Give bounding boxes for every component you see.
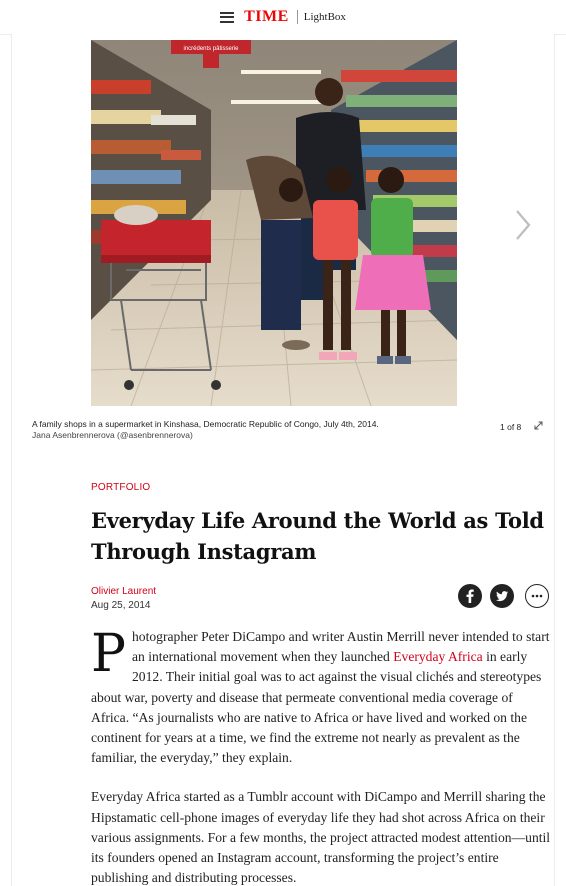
menu-icon[interactable] [220, 12, 234, 23]
caption-text: A family shops in a supermarket in Kinshasa, Democratic Republic of Congo, July 4th, 2014. [32, 419, 379, 429]
twitter-icon [490, 584, 514, 608]
slide-counter: 1 of 8 [500, 422, 522, 432]
more-share-button[interactable] [525, 584, 549, 608]
twitter-share-button[interactable] [490, 584, 514, 608]
paragraph-1-text-a: hotographer Peter DiCampo and writer Austin Merrill never intended to start an international movement when they launched [132, 629, 550, 665]
supermarket-photo [91, 40, 457, 406]
next-slide-arrow-icon[interactable] [513, 208, 533, 242]
paragraph-2: Everyday Africa started as a Tumblr account with DiCampo and Merrill sharing the Hipstamatic cell-phone images of everyday life they had shot across Africa on their various assignments. For a few months, the project attracted modest attention—until its founders opened an Instagram account, transforming the project’s entire publishing and distributing processes. [91, 789, 551, 886]
article-body [91, 624, 553, 886]
page-frame-left [0, 34, 12, 886]
drop-cap: P [91, 624, 126, 684]
article-headline: Everyday Life Around the World as Told Through Instagram [91, 508, 544, 564]
top-bar [0, 0, 566, 34]
slideshow-photo[interactable] [91, 40, 457, 406]
everyday-africa-link[interactable]: Everyday Africa [393, 649, 483, 665]
facebook-share-button[interactable] [458, 584, 482, 608]
page-frame-right [554, 34, 566, 886]
photo-credit: Jana Asenbrennerova (@asenbrennerova) [32, 430, 193, 440]
time-logo[interactable]: TIME [244, 8, 289, 25]
paragraph-1-text-b: in early 2012. Their initial goal was to act against the visual clichés and stereotypes about war, poverty and disease that permeate conventional media coverage of Africa. “As journalists who are native to Africa or have lived and worked on the continent for years at a time, we find the extreme not nearly as prevalent as the familiar, the everyday,” they explain. [91, 649, 542, 766]
section-name[interactable]: LightBox [303, 11, 346, 23]
svg-text:incrédents pâtisserie: incrédents pâtisserie [183, 46, 239, 52]
facebook-icon [458, 584, 482, 608]
divider [297, 10, 298, 24]
expand-icon[interactable] [533, 420, 544, 431]
publish-date: Aug 25, 2014 [91, 600, 151, 611]
more-options-icon [526, 585, 548, 607]
paragraph-1 [91, 624, 553, 768]
section-kicker[interactable]: PORTFOLIO [91, 482, 151, 493]
photo-caption [32, 419, 472, 441]
author-link[interactable]: Olivier Laurent [91, 586, 157, 597]
